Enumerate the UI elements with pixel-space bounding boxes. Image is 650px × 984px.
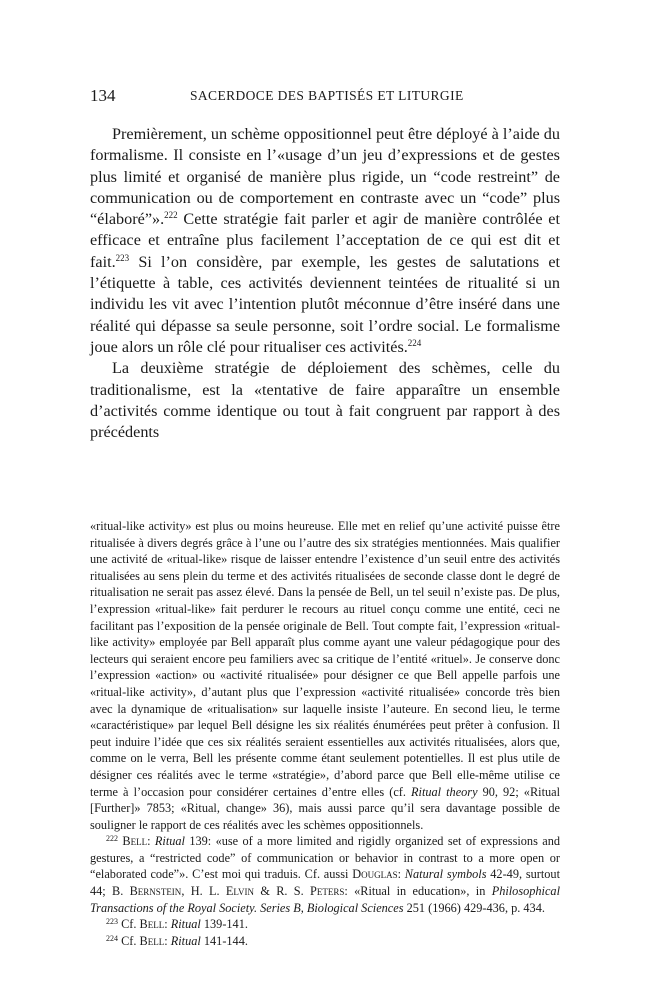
footnote-222: $^{222}$ Bell: Ritual 139: «use of a more limited and rigidly organized set of expressions and gestures, a “restricted code” of communication or behavior in contrast to a more open or “elaborated code”». C’est moi qui traduis. Cf. aussi Douglas: Natural symbols 42-49, surtout 44; B. Bernstein, H. L. Elvin & R. S. Peters: «Ritual in education», in Philosophical Transactions of the Royal Society. Series B, Biological Sciences 251 (1966) 429-436, p. 434. xyxy=(90,834,560,915)
footnote-number: 224 xyxy=(106,933,118,943)
paragraph: Premièrement, un schème oppositionnel peut être déployé à l’aide du formalisme. Il consiste en l’«usage d’un jeu d’expressions et de gestes plus limité et organisé de manière plus rigide, un “code restreint” de communication ou de comportement en contraste avec un “code” plus “élaboré”».$^{222}$ Cette stratégie fait parler et agir de manière contrôlée et efficace et entraîne plus facilement l’acceptation de ce qui est dit et fait.$^{223}$ Si l’on considère, par exemple, les gestes de salutations et l’étiquette à table, ces activités deviennent teintées de ritualité si un individu les vit avec l’intention plutôt méconnue d’être inséré dans une réalité qui dépasse sa seule personne, soit l’ordre social. Le formalisme joue alors un rôle clé pour ritualiser ces activités.$^{224}$ xyxy=(90,125,560,356)
paragraph: La deuxième stratégie de déploiement des schèmes, celle du traditionalisme, est la «tentative de faire apparaître un ensemble d’activités comme identique ou tout à fait congruent par rapport à des précédents xyxy=(90,359,560,442)
running-header xyxy=(90,86,560,106)
running-title: SACERDOCE DES BAPTISÉS ET LITURGIE xyxy=(190,88,464,103)
footnote-continuation: «ritual-like activity» est plus ou moins heureuse. Elle met en relief qu’une activité puisse être ritualisée à divers degrés grâce à l’une ou l’autre des six stratégies mentionnées. Mais qualifier une activité de «ritual-like» risque de laisser entendre l’existence d’un seuil entre des activités ritualisées au sens plein du terme et des activités ritualisées de seconde classe dont le degré de ritualisation ne serait pas assez élevé. Dans la pensée de Bell, un tel seuil n’existe pas. De plus, l’expression «ritual-like» fait perdurer le recours au rituel conçu comme une entité, ceci ne facilitant pas l’exposition de la pensée originale de Bell. Tout compte fait, l’expression «ritual-like activity» employée par Bell apparaît plus comme ayant une valeur pédagogique pour des lecteurs qui seraient encore peu familiers avec sa critique de l’entité «rituel». Je conserve donc l’expression «action» ou «activité ritualisée» pour désigner ce que Bell appelle parfois une «ritual-like activity», d’autant plus que l’expression «activité ritualisée» concorde très bien avec la dynamique de «ritualisation» sur laquelle insiste l’auteure. En second lieu, le terme «caractéristique» par lequel Bell désigne les six réalités énumérées peut prêter à confusion. Il peut induire l’idée que ces six réalités seraient essentielles aux activités ritualisées, alors que, comme on le verra, Bell les présente comme étant seulement potentielles. Il est plus utile de désigner ces réalités avec le terme «stratégie», d’abord parce que Bell elle-même utilise ce terme à l’occasion pour considérer certaines d’entre elles (cf. Ritual theory 90, 92; «Ritual [Further]» 7853; «Ritual, change» 36), mais aussi parce qu’il sera davantage possible de souligner le rapport de ces réalités avec les schèmes oppositionnels. xyxy=(90,519,561,832)
footnote-223: $^{223}$ Cf. Bell: Ritual 139-141. xyxy=(106,917,248,932)
footnote-ref[interactable]: 223 xyxy=(115,252,130,263)
footnote-number: 222 xyxy=(106,834,118,844)
footnote-ref[interactable]: 222 xyxy=(164,210,178,221)
footnote-number: 223 xyxy=(106,917,118,927)
footnote-ref[interactable]: 224 xyxy=(407,337,422,348)
page-number: 134 xyxy=(90,86,116,105)
footnotes xyxy=(90,518,560,949)
main-text xyxy=(90,124,560,443)
footnote-224: $^{224}$ Cf. Bell: Ritual 141-144. xyxy=(106,933,248,948)
